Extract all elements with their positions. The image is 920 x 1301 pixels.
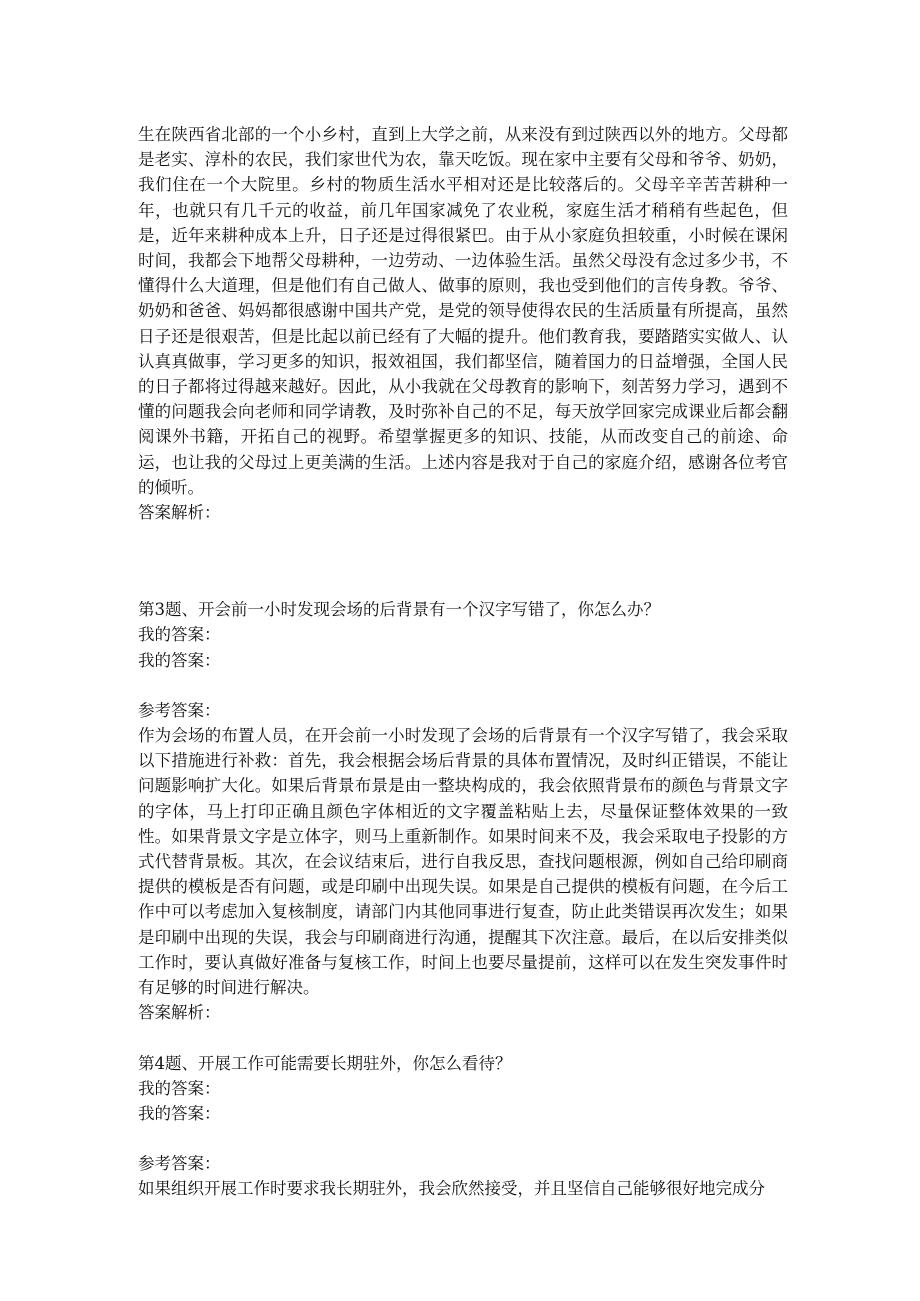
question-4-my-answer-2: 我的答案： bbox=[138, 1103, 221, 1123]
question-3-reference-text: 作为会场的布置人员，在开会前一小时发现了会场的后背景有一个汉字写错了，我会采取以下措施进行补救：首先，我会根据会场后背景的具体布置情况，及时纠正错误，不能让问题影响扩大化。如果后背景布景是由一整块构成的，我会依照背景布的颜色与背景文字的字体，马上打印正确且颜色字体相近的文字覆盖粘贴上去，尽量保证整体效果的一致性。如果背景文字是立体字，则马上重新制作。如果时间来不及，我会采取电子投影的方式代替背景板。其次，在会议结束后，进行自我反思，查找问题根源，例如自己给印刷商提供的模板是否有问题，或是印刷中出现失误。如果是自己提供的模板有问题，在今后工作中可以考虑加入复核制度，请部门内其他同事进行复查，防止此类错误再次发生；如果是印刷中出现的失误，我会与印刷商进行沟通，提醒其下次注意。最后，在以后安排类似工作时，要认真做好准备与复核工作，时间上也要尽量提前，这样可以在发生突发事件时有足够的时间进行解决。 bbox=[138, 726, 788, 998]
question-3-my-answer-2: 我的答案： bbox=[138, 650, 221, 670]
question-3-analysis-label: 答案解析： bbox=[138, 1003, 221, 1023]
section-spacer bbox=[138, 1126, 788, 1151]
section-spacer bbox=[138, 673, 788, 698]
question-4-my-answer-1: 我的答案： bbox=[138, 1078, 221, 1098]
section-spacer bbox=[138, 525, 788, 597]
intro-paragraph: 生在陕西省北部的一个小乡村，直到上大学之前，从来没有到过陕西以外的地方。父母都是老实、淳朴的农民，我们家世代为农，靠天吃饭。现在家中主要有父母和爷爷、奶奶，我们住在一个大院里。乡村的物质生活水平相对还是比较落后的。父母辛辛苦苦耕种一年，也就只有几千元的收益，前几年国家减免了农业税，家庭生活才稍稍有些起色，但是，近年来耕种成本上升，日子还是过得很紧巴。由于从小家庭负担较重，小时候在课闲时间，我都会下地帮父母耕种，一边劳动、一边体验生活。虽然父母没有念过多少书，不懂得什么大道理，但是他们有自己做人、做事的原则，我也受到他们的言传身教。爷爷、奶奶和爸爸、妈妈都很感谢中国共产党，是党的领导使得农民的生活质量有所提高，虽然日子还是很艰苦，但是比起以前已经有了大幅的提升。他们教育我，要踏踏实实做人、认认真真做事，学习更多的知识，报效祖国，我们都坚信，随着国力的日益增强，全国人民的日子都将过得越来越好。因此，从小我就在父母教育的影响下，刻苦努力学习，遇到不懂的问题我会向老师和同学请教，及时弥补自己的不足，每天放学回家完成课业后都会翻阅课外书籍，开拓自己的视野。希望掌握更多的知识、技能，从而改变自己的前途、命运，也让我的父母过上更美满的生活。上述内容是我对于自己的家庭介绍，感谢各位考官的倾听。 bbox=[138, 125, 788, 497]
question-4-title: 第4题、开展工作可能需要长期驻外，你怎么看待？ bbox=[138, 1053, 512, 1073]
document-body bbox=[138, 122, 788, 1202]
question-3-my-answer-1: 我的答案： bbox=[138, 625, 221, 645]
question-3-reference-label: 参考答案： bbox=[138, 700, 221, 720]
intro-analysis-label: 答案解析： bbox=[138, 503, 221, 523]
question-4-reference-label: 参考答案： bbox=[138, 1154, 221, 1174]
question-4 bbox=[138, 1051, 788, 1202]
section-spacer bbox=[138, 1026, 788, 1051]
question-3 bbox=[138, 597, 788, 1025]
question-4-reference-text: 如果组织开展工作时要求我长期驻外，我会欣然接受，并且坚信自己能够很好地完成分 bbox=[138, 1179, 765, 1199]
question-3-title: 第3题、开会前一小时发现会场的后背景有一个汉字写错了，你怎么办？ bbox=[138, 600, 660, 620]
